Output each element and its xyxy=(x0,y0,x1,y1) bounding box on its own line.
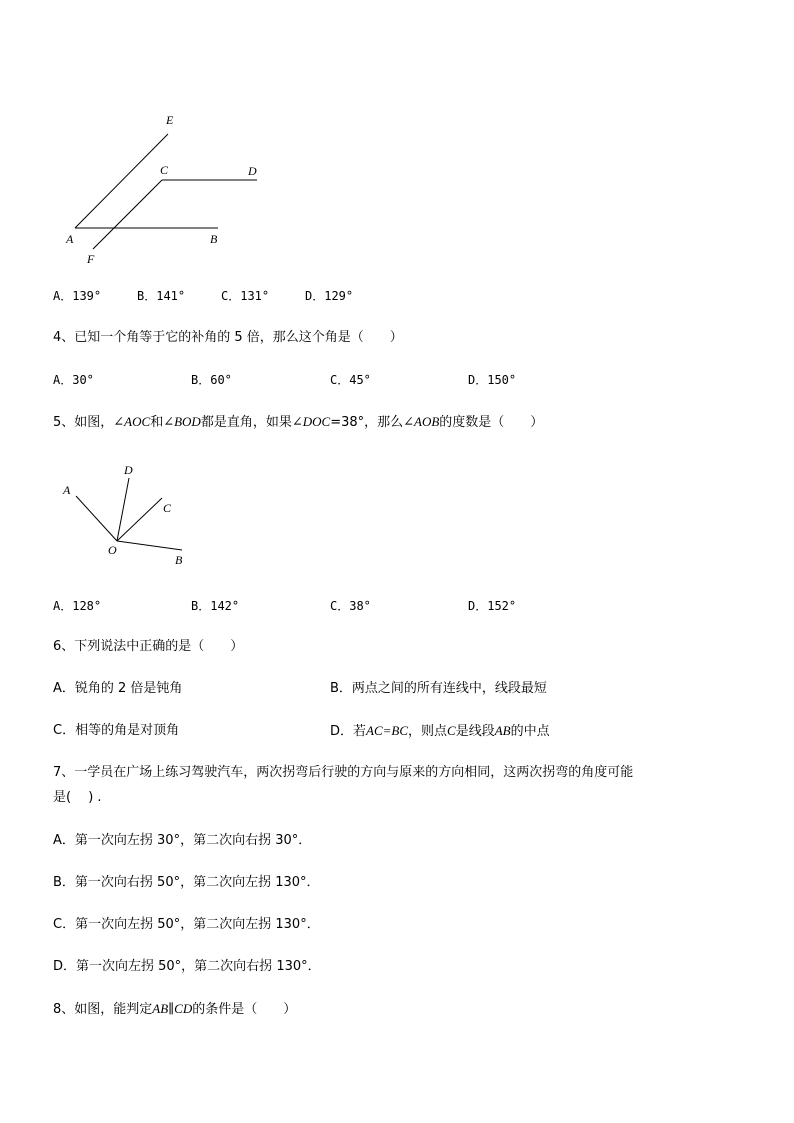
q7-option-c[interactable]: C．第一次向左拐 50°，第二次向左拐 130°． xyxy=(53,917,320,932)
label-a2: A xyxy=(63,483,71,497)
q4-option-a[interactable]: A．30° xyxy=(53,373,94,387)
q5-stem xyxy=(53,413,543,432)
q5-stem-prefix: 5、如图， xyxy=(53,415,114,430)
q5-option-a[interactable]: A．128° xyxy=(53,599,102,613)
label-b2: B xyxy=(175,553,183,567)
q6-option-d-seg: AB xyxy=(494,723,511,738)
ray-ob xyxy=(117,541,182,550)
q4-option-c[interactable]: C．45° xyxy=(330,373,371,387)
q6-option-d-suffix: 的中点 xyxy=(510,724,550,739)
label-c: C xyxy=(160,163,169,177)
q3-option-b[interactable]: B．141° xyxy=(137,289,186,303)
q5-stem-value: =38°，那么 xyxy=(330,415,404,430)
q6-stem: 6、下列说法中正确的是（ ） xyxy=(53,639,244,654)
q6-option-d-prefix: D．若 xyxy=(330,724,367,739)
label-d: D xyxy=(248,164,257,178)
q8-stem-suffix: 的条件是（ ） xyxy=(192,1002,297,1017)
label-d2: D xyxy=(124,463,133,477)
q4-option-b[interactable]: B．60° xyxy=(191,373,232,387)
q4-stem: 4、已知一个角等于它的补角的 5 倍，那么这个角是（ ） xyxy=(53,330,403,345)
label-o2: O xyxy=(108,543,117,557)
label-c2: C xyxy=(163,501,172,515)
line-ae xyxy=(75,134,168,228)
q5-option-d[interactable]: D．152° xyxy=(468,599,517,613)
q5-option-b[interactable]: B．142° xyxy=(191,599,240,613)
ray-oa xyxy=(76,496,117,541)
q6-option-d[interactable] xyxy=(330,722,550,741)
q8-stem xyxy=(53,1000,296,1019)
q5-stem-and: 和 xyxy=(150,415,164,430)
q6-option-c[interactable]: C．相等的角是对顶角 xyxy=(53,723,180,738)
q3-option-c[interactable]: C．131° xyxy=(221,289,270,303)
q6-option-b[interactable]: B．两点之间的所有连线中，线段最短 xyxy=(330,681,547,696)
q6-option-a[interactable]: A．锐角的 2 倍是钝角 xyxy=(53,681,183,696)
q7-stem-line1: 7、一学员在广场上练习驾驶汽车，两次拐弯后行驶的方向与原来的方向相同，这两次拐弯的角度可能 xyxy=(53,765,634,780)
figure-parallel-lines xyxy=(55,108,285,273)
q5-stem-suffix: 的度数是（ ） xyxy=(439,415,544,430)
q4-option-d[interactable]: D．150° xyxy=(468,373,517,387)
q8-stem-prefix: 8、如图，能判定 xyxy=(53,1002,153,1017)
angle-aoc: ∠AOC xyxy=(113,414,151,429)
line-fc xyxy=(93,180,162,249)
label-a: A xyxy=(66,232,74,246)
q3-option-d[interactable]: D．129° xyxy=(305,289,354,303)
q3-option-a[interactable]: A．139° xyxy=(53,289,102,303)
figure-angles xyxy=(55,458,195,573)
q7-option-d[interactable]: D．第一次向左拐 50°，第二次向右拐 130°． xyxy=(53,959,321,974)
angle-bod: ∠BOD xyxy=(163,414,201,429)
q6-option-d-mid2: 是线段 xyxy=(455,724,495,739)
q8-stem-rel: AB∥CD xyxy=(152,1001,193,1016)
q7-option-b[interactable]: B．第一次向右拐 50°，第二次向左拐 130°． xyxy=(53,875,320,890)
label-b: B xyxy=(210,232,218,246)
q6-option-d-eq: AC=BC xyxy=(366,723,409,738)
angle-doc: ∠DOC xyxy=(291,414,331,429)
q7-option-a[interactable]: A．第一次向左拐 30°，第二次向右拐 30°． xyxy=(53,833,312,848)
q5-stem-mid: 都是直角，如果 xyxy=(200,415,292,430)
q6-option-d-point: C xyxy=(447,723,456,738)
q7-stem-line2: 是( ) . xyxy=(53,790,102,805)
q6-option-d-mid: ，则点 xyxy=(408,724,448,739)
angle-aob: ∠AOB xyxy=(403,414,440,429)
q5-option-c[interactable]: C．38° xyxy=(330,599,371,613)
label-e: E xyxy=(166,113,174,127)
label-f: F xyxy=(87,252,95,266)
